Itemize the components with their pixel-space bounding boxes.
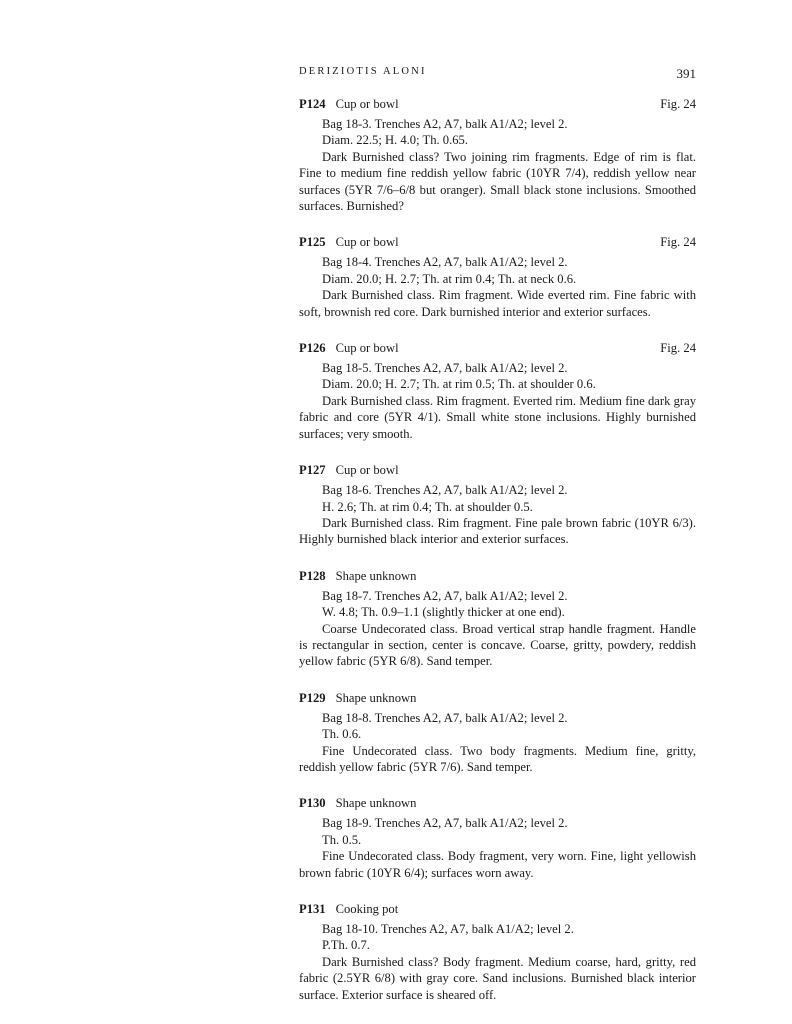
entry-shape: Cooking pot — [335, 902, 399, 916]
entry-description: Dark Burnished class. Rim fragment. Wide everted rim. Fine fabric with soft, brownish red core. Dark burnished interior and exterior surfaces. — [299, 288, 696, 319]
catalog-entry-p125 — [299, 234, 696, 320]
entry-fig-reference: Fig. 24 — [660, 97, 696, 111]
entry-bag: Bag 18-10. Trenches A2, A7, balk A1/A2; level 2. — [322, 922, 574, 936]
entry-description: Dark Burnished class? Two joining rim fragments. Edge of rim is flat. Fine to medium fine reddish yellow fabric (10YR 7/4), reddish yellow near surfaces (5YR 7/6–6/8 but oranger). Small black stone inclusions. Smoothed surfaces. Burnished? — [299, 149, 696, 214]
entry-description: Fine Undecorated class. Body fragment, very worn. Fine, light yellowish brown fabric (10YR 6/4); surfaces worn away. — [299, 849, 696, 880]
catalog-entry-p128 — [299, 568, 696, 670]
entry-shape: Shape unknown — [335, 690, 417, 705]
catalog-entry-p129 — [299, 690, 696, 776]
entry-heading — [299, 690, 696, 707]
entry-shape: Shape unknown — [335, 568, 417, 583]
running-title: DERIZIOTIS ALONI — [299, 66, 427, 77]
entry-shape: Shape unknown — [335, 796, 417, 811]
running-head — [299, 66, 696, 82]
entry-id: P126 — [299, 341, 326, 356]
entry-heading — [299, 568, 696, 585]
entry-description: Dark Burnished class? Body fragment. Medium coarse, hard, gritty, red fabric (2.5YR 6/8) with gray core. Sand inclusions. Burnished black interior surface. Exterior surface is sheared off. — [299, 954, 696, 1002]
catalog-entry-p131 — [299, 901, 696, 1003]
entry-description: Coarse Undecorated class. Broad vertical strap handle fragment. Handle is rectangular in section, center is concave. Coarse, gritty, powdery, reddish yellow fabric (5YR 6/8). Sand temper. — [299, 621, 696, 669]
entry-heading — [299, 901, 696, 918]
entry-id: P129 — [299, 690, 326, 705]
entry-bag: Bag 18-3. Trenches A2, A7, balk A1/A2; level 2. — [322, 117, 568, 131]
entry-description: Dark Burnished class. Rim fragment. Everted rim. Medium fine dark gray fabric and core (5YR 4/1). Small white stone inclusions. Highly burnished surfaces; very smooth. — [299, 393, 696, 441]
page-number: 391 — [676, 66, 696, 81]
entry-dimensions: Diam. 22.5; H. 4.0; Th. 0.65. — [322, 133, 468, 148]
entry-id: P131 — [299, 902, 326, 916]
entry-id: P130 — [299, 796, 326, 811]
catalog-entry-p126 — [299, 340, 696, 442]
catalog-entries — [299, 96, 696, 1023]
entry-id: P127 — [299, 463, 326, 478]
entry-dimensions: W. 4.8; Th. 0.9–1.1 (slightly thicker at one end). — [322, 605, 565, 620]
entry-id: P125 — [299, 235, 326, 250]
entry-dimensions: Diam. 20.0; H. 2.7; Th. at rim 0.5; Th. at shoulder 0.6. — [322, 377, 596, 392]
entry-bag: Bag 18-4. Trenches A2, A7, balk A1/A2; level 2. — [322, 255, 568, 270]
catalog-entry-p127 — [299, 462, 696, 548]
entry-shape: Cup or bowl — [335, 341, 399, 356]
entry-shape: Cup or bowl — [335, 235, 399, 250]
entry-dimensions: P.Th. 0.7. — [322, 938, 370, 953]
entry-fig-reference: Fig. 24 — [660, 235, 696, 250]
entry-bag: Bag 18-7. Trenches A2, A7, balk A1/A2; level 2. — [322, 588, 568, 603]
entry-dimensions: H. 2.6; Th. at rim 0.4; Th. at shoulder 0.5. — [322, 499, 533, 514]
entry-heading — [299, 96, 696, 113]
entry-bag: Bag 18-9. Trenches A2, A7, balk A1/A2; level 2. — [322, 816, 568, 831]
entry-heading — [299, 234, 696, 251]
entry-dimensions: Th. 0.6. — [322, 727, 362, 742]
entry-description: Fine Undecorated class. Two body fragments. Medium fine, gritty, reddish yellow fabric (5YR 7/6). Sand temper. — [299, 743, 696, 774]
entry-bag: Bag 18-5. Trenches A2, A7, balk A1/A2; level 2. — [322, 361, 568, 376]
catalog-entry-p130 — [299, 795, 696, 881]
catalog-entry-p124 — [299, 96, 696, 214]
entry-id: P124 — [299, 97, 326, 111]
entry-bag: Bag 18-6. Trenches A2, A7, balk A1/A2; level 2. — [322, 483, 568, 498]
entry-shape: Cup or bowl — [335, 463, 399, 478]
entry-dimensions: Diam. 20.0; H. 2.7; Th. at rim 0.4; Th. at neck 0.6. — [322, 271, 577, 286]
entry-shape: Cup or bowl — [335, 97, 399, 111]
entry-heading — [299, 340, 696, 357]
entry-bag: Bag 18-8. Trenches A2, A7, balk A1/A2; level 2. — [322, 710, 568, 725]
entry-heading — [299, 462, 696, 479]
entry-id: P128 — [299, 568, 326, 583]
entry-fig-reference: Fig. 24 — [660, 341, 696, 356]
entry-heading — [299, 795, 696, 812]
entry-description: Dark Burnished class. Rim fragment. Fine pale brown fabric (10YR 6/3). Highly burnished black interior and exterior surfaces. — [299, 515, 696, 547]
entry-dimensions: Th. 0.5. — [322, 832, 362, 847]
